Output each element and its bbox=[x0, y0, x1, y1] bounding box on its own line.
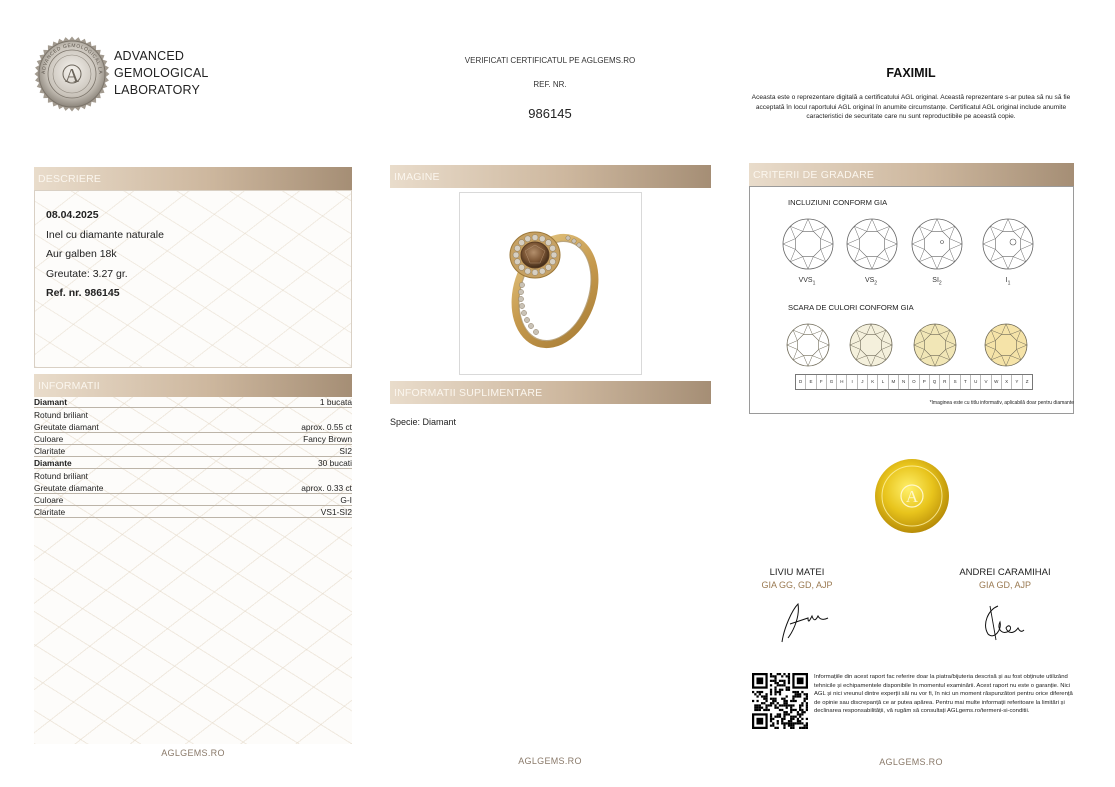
svg-text:ADVANCED GEMOLOGICAL LABORATOR: ADVANCED GEMOLOGICAL LA bbox=[40, 42, 104, 75]
color-grade-u: U bbox=[971, 375, 981, 389]
item-description: Inel cu diamante naturale bbox=[46, 228, 164, 241]
faximil-text: Aceasta este o reprezentare digitală a certificatului AGL original. Această reprezentare s-ar putea să nu să fie acceptată în locul raportului AGL original în anumite circumstanțe. Certificatul AGL original include anumite caracteristici de securitate care nu sunt reproductibile pe această copie. bbox=[751, 94, 1071, 121]
info-row bbox=[34, 396, 352, 408]
gold-seal bbox=[873, 457, 951, 535]
signer2-name: ANDREI CARAMIHAI bbox=[959, 567, 1051, 578]
inclusions-label: INCLUZIUNI CONFORM GIA bbox=[788, 198, 888, 207]
info-value: 30 bucati bbox=[318, 458, 352, 469]
item-weight: Greutate: 3.27 gr. bbox=[46, 267, 128, 280]
svg-text:A: A bbox=[905, 487, 919, 506]
info-label: Rotund briliant bbox=[34, 410, 89, 421]
color-grade-k: K bbox=[868, 375, 878, 389]
svg-text:A: A bbox=[64, 65, 80, 87]
criterii-header: CRITERII DE GRADARE bbox=[749, 163, 1074, 186]
ref-value: 986145 bbox=[528, 106, 572, 121]
lab-name-line1: ADVANCED bbox=[114, 49, 185, 63]
info-row bbox=[34, 494, 352, 506]
color-grade-d: D bbox=[796, 375, 806, 389]
info-value: aprox. 0.33 ct bbox=[301, 482, 352, 493]
signer1-credentials: GIA GG, GD, AJP bbox=[761, 580, 833, 590]
color-grade-r: R bbox=[940, 375, 950, 389]
signer1-name: LIVIU MATEI bbox=[769, 567, 825, 578]
color-grade-o: O bbox=[909, 375, 919, 389]
inclusion-gem-0 bbox=[783, 219, 833, 269]
descriere-header: DESCRIERE bbox=[34, 167, 352, 190]
footer-link-right[interactable]: AGLGEMS.RO bbox=[879, 757, 943, 767]
color-grade-t: T bbox=[961, 375, 971, 389]
color-grade-q: Q bbox=[930, 375, 940, 389]
suplimentare-header: INFORMATII SUPLIMENTARE bbox=[390, 381, 711, 404]
color-grade-m: M bbox=[889, 375, 899, 389]
info-value: G-I bbox=[340, 494, 352, 505]
info-label: Culoare bbox=[34, 494, 64, 505]
ref-label: REF. NR. bbox=[533, 80, 567, 89]
color-grade-v: V bbox=[981, 375, 991, 389]
lab-name-line3: LABORATORY bbox=[114, 83, 201, 97]
info-label: Rotund briliant bbox=[34, 471, 89, 482]
qr-code[interactable] bbox=[752, 673, 808, 729]
grade-label-vs: $VS_2$ bbox=[864, 277, 878, 287]
lab-name-line2: GEMOLOGICAL bbox=[114, 66, 209, 80]
info-label: Diamante bbox=[34, 458, 72, 469]
footer-link-left[interactable]: AGLGEMS.RO bbox=[161, 748, 225, 758]
color-grade-h: H bbox=[837, 375, 847, 389]
color-grade-s: S bbox=[950, 375, 960, 389]
legal-disclaimer: Informațiile din acest raport fac referire doar la piatra/bijuteria descrisă și au fost obținute utilizând tehnicile și echipamentele disponibile în momentul examinării. Acest raport nu este o garanție. Nici AGL și nici vreunul dintre experții săi nu vor fi, în nici un moment răspunzători pentru orice diferență de opinie sau discrepanță ce ar putea apărea. Pentru mai multe informații referitoare la limitări și declinarea responsabilității, vă rugăm să consultați AGLgems.ro/termeni-si-conditii. bbox=[814, 674, 1073, 715]
color-grade-w: W bbox=[992, 375, 1002, 389]
info-label: Diamant bbox=[34, 397, 68, 408]
grade-label-vvs: $VVS_1$ bbox=[798, 277, 816, 287]
info-value: Fancy Brown bbox=[303, 433, 352, 444]
info-label: Greutate diamante bbox=[34, 482, 104, 493]
agl-seal-logo bbox=[34, 36, 110, 112]
info-row bbox=[34, 457, 352, 469]
grade-label-i: $I_1$ bbox=[1005, 277, 1011, 287]
inclusion-diagrams bbox=[780, 212, 1050, 282]
signer2-credentials: GIA GD, AJP bbox=[978, 580, 1032, 590]
info-row bbox=[34, 445, 352, 457]
color-gem-0 bbox=[787, 324, 829, 366]
color-gem-2 bbox=[914, 324, 956, 366]
verify-text: VERIFICATI CERTIFICATUL PE AGLGEMS.RO bbox=[464, 56, 636, 65]
info-value: 1 bucata bbox=[319, 397, 352, 408]
info-label: Greutate diamant bbox=[34, 421, 99, 432]
color-grade-g: G bbox=[827, 375, 837, 389]
ring-image bbox=[459, 192, 642, 375]
color-gem-3 bbox=[985, 324, 1027, 366]
info-value: VS1-SI2 bbox=[320, 506, 352, 517]
descriere-content bbox=[46, 206, 164, 304]
color-scale-label: SCARA DE CULORI CONFORM GIA bbox=[788, 303, 914, 312]
grading-note: *Imaginea este cu titlu informativ, aplicabilă doar pentru diamante bbox=[929, 400, 1074, 406]
informatii-table bbox=[34, 396, 352, 518]
cert-date: 08.04.2025 bbox=[46, 209, 99, 221]
info-row bbox=[34, 506, 352, 518]
info-value: aprox. 0.55 ct bbox=[301, 421, 352, 432]
inclusion-gem-1 bbox=[847, 219, 897, 269]
color-grade-p: P bbox=[920, 375, 930, 389]
info-row bbox=[34, 408, 352, 420]
color-grade-z: Z bbox=[1025, 379, 1029, 384]
item-metal: Aur galben 18k bbox=[46, 248, 117, 261]
info-label: Claritate bbox=[34, 506, 66, 517]
inclusion-gem-2 bbox=[912, 219, 962, 269]
info-label: Culoare bbox=[34, 433, 64, 444]
info-row bbox=[34, 433, 352, 445]
species-text: Specie: Diamant bbox=[390, 417, 457, 427]
signature-2 bbox=[978, 600, 1028, 646]
imagine-header: IMAGINE bbox=[390, 165, 711, 188]
color-grade-l: L bbox=[878, 375, 888, 389]
info-row bbox=[34, 420, 352, 432]
color-scale-bar bbox=[795, 374, 1033, 390]
info-label: Claritate bbox=[34, 445, 66, 456]
color-grade-i: I bbox=[847, 375, 857, 389]
item-ref: Ref. nr. 986145 bbox=[46, 287, 120, 300]
color-gem-1 bbox=[850, 324, 892, 366]
faximil-title: FAXIMIL bbox=[886, 66, 936, 80]
info-value: SI2 bbox=[339, 445, 352, 456]
grade-label-si: $SI_2$ bbox=[932, 277, 942, 287]
color-grade-f: F bbox=[817, 375, 827, 389]
informatii-header: INFORMATII bbox=[34, 374, 352, 397]
color-diagrams bbox=[780, 318, 1050, 372]
footer-link-center[interactable]: AGLGEMS.RO bbox=[518, 756, 582, 766]
color-grade-x: X bbox=[1002, 375, 1012, 389]
signature-1 bbox=[774, 598, 834, 646]
color-grade-y: Y bbox=[1012, 375, 1022, 389]
color-grade-n: N bbox=[899, 375, 909, 389]
color-grade-j: J bbox=[858, 375, 868, 389]
color-grade-e: E bbox=[806, 375, 816, 389]
info-row bbox=[34, 481, 352, 493]
lab-name bbox=[114, 48, 209, 99]
info-row bbox=[34, 469, 352, 481]
inclusion-gem-3 bbox=[983, 219, 1033, 269]
